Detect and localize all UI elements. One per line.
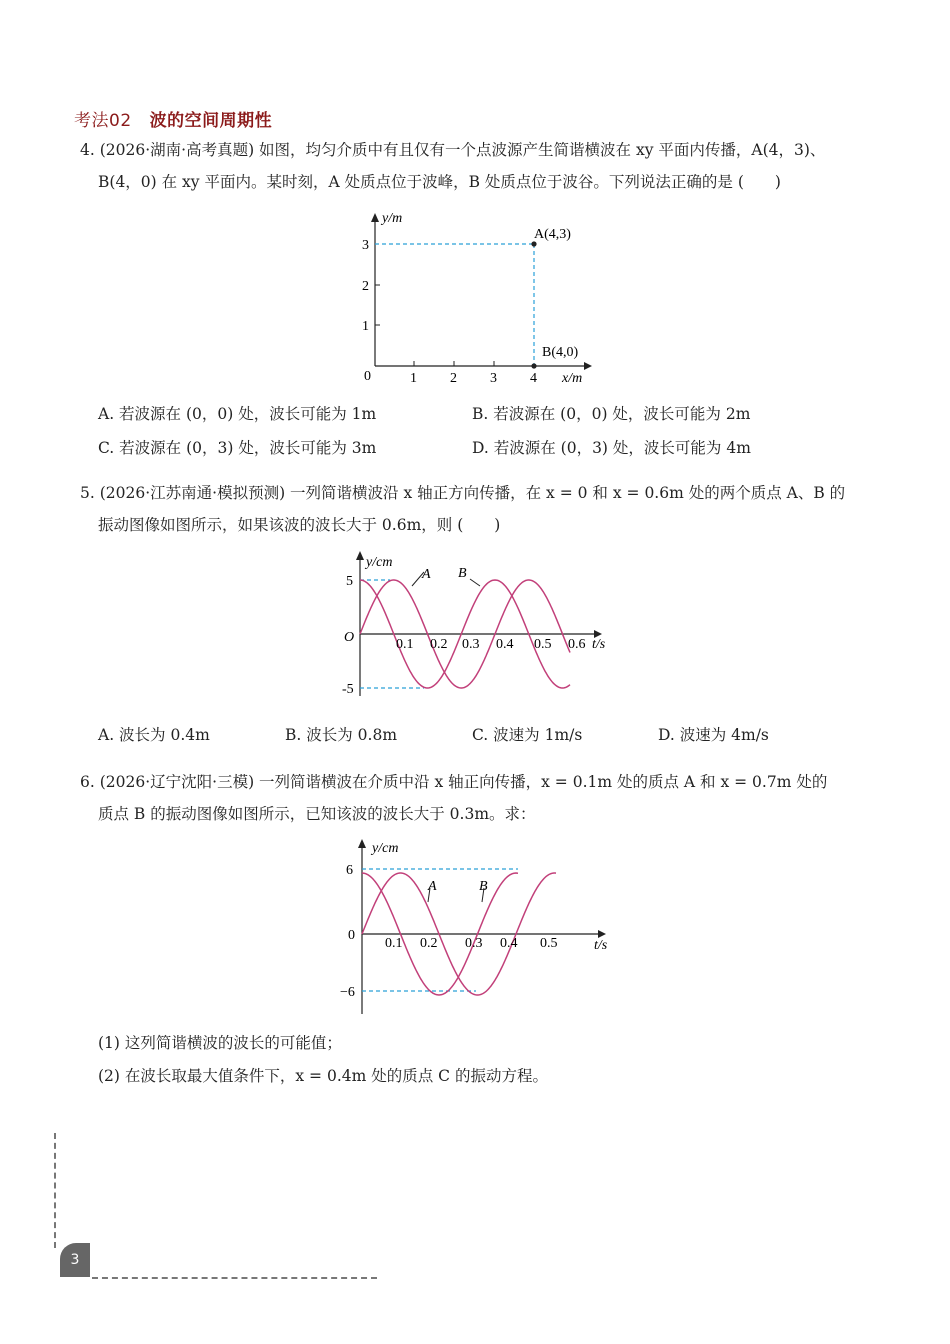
q6-x-tick: 0.1 <box>385 936 403 951</box>
q4-option-c[interactable]: C. 若波源在 (0，3) 处，波长可能为 3m <box>98 439 377 457</box>
q4-x-tick: 2 <box>450 371 457 386</box>
point-a-marker <box>531 241 536 246</box>
q4-y-tick: 2 <box>362 279 369 294</box>
q6-x-tick: 0.5 <box>540 936 558 951</box>
section-code: 考法02 <box>74 111 132 131</box>
q6-stem-line1: 6. (2026·辽宁沈阳·三模) 一列简谐横波在介质中沿 x 轴正向传播，x = 0.1m 处的质点 A 和 x = 0.7m 处的 <box>80 773 828 791</box>
q4-x-tick: 1 <box>410 371 417 386</box>
q5-x-tick: 0.6 <box>568 637 586 652</box>
q4-origin: 0 <box>364 369 371 384</box>
question-4 <box>80 134 880 198</box>
q5-option-b[interactable]: B. 波长为 0.8m <box>285 726 398 744</box>
q5-x-tick: 0.3 <box>462 637 480 652</box>
page-border-vertical <box>54 1133 56 1248</box>
page-border-horizontal <box>92 1277 377 1279</box>
q4-x-tick: 3 <box>490 371 497 386</box>
q6-x-tick: 0.3 <box>465 936 483 951</box>
q5-y-max: 5 <box>346 574 353 589</box>
q4-option-d[interactable]: D. 若波源在 (0，3) 处，波长可能为 4m <box>472 439 751 457</box>
q4-y-tick: 3 <box>362 238 369 253</box>
point-b-marker <box>531 363 536 368</box>
q4-stem-line1: 4. (2026·湖南·高考真题) 如图，均匀介质中有且仅有一个点波源产生简谐横波在 xy 平面内传播，A(4，3)、 <box>80 141 826 159</box>
q4-point-b-label: B(4,0) <box>542 345 579 360</box>
q4-point-a-label: A(4,3) <box>534 227 571 242</box>
q6-x-label: t/s <box>594 938 608 953</box>
q5-option-d[interactable]: D. 波速为 4m/s <box>658 726 769 744</box>
q6-figure <box>330 834 620 1020</box>
q6-y-label: y/cm <box>372 841 399 856</box>
q5-x-tick: 0.4 <box>496 637 514 652</box>
q5-option-c[interactable]: C. 波速为 1m/s <box>472 726 583 744</box>
q4-stem-line2: B(4，0) 在 xy 平面内。某时刻，A 处质点位于波峰，B 处质点位于波谷。下列说法正确的是 ( ) <box>98 173 781 191</box>
q5-option-a[interactable]: A. 波长为 0.4m <box>98 726 210 744</box>
question-5 <box>80 477 880 541</box>
q5-label-a: A <box>422 567 431 582</box>
q4-y-tick: 1 <box>362 319 369 334</box>
q5-x-tick: 0.1 <box>396 637 414 652</box>
section-heading: 波的空间周期性 <box>149 111 273 131</box>
q5-origin: O <box>344 630 355 645</box>
q6-x-tick: 0.2 <box>420 936 438 951</box>
q4-y-label: y/m <box>382 211 403 226</box>
section-title <box>74 106 272 131</box>
q6-x-tick: 0.4 <box>500 936 518 951</box>
q5-y-min: -5 <box>342 682 354 697</box>
q6-stem-line2: 质点 B 的振动图像如图所示，已知该波的波长大于 0.3m。求： <box>98 805 536 823</box>
q5-stem-line2: 振动图像如图所示，如果该波的波长大于 0.6m，则 ( ) <box>98 516 501 534</box>
q6-y-min: −6 <box>340 985 355 1000</box>
q4-option-b[interactable]: B. 若波源在 (0，0) 处，波长可能为 2m <box>472 405 751 423</box>
q5-x-tick: 0.2 <box>430 637 448 652</box>
q5-x-tick: 0.5 <box>534 637 552 652</box>
q6-label-b: B <box>479 879 488 894</box>
q5-stem-line1: 5. (2026·江苏南通·模拟预测) 一列简谐横波沿 x 轴正方向传播，在 x = 0 和 x = 0.6m 处的两个质点 A、B 的 <box>80 484 846 502</box>
page-number: 3 <box>60 1243 90 1277</box>
q5-figure <box>330 546 620 706</box>
q5-label-b: B <box>458 566 467 581</box>
q5-x-label: t/s <box>592 637 606 652</box>
q4-x-label: x/m <box>562 371 583 386</box>
q6-label-a: A <box>428 879 437 894</box>
q4-figure <box>350 204 610 390</box>
question-6 <box>80 766 880 830</box>
q4-option-a[interactable]: A. 若波源在 (0，0) 处，波长可能为 1m <box>98 405 377 423</box>
q6-origin: 0 <box>348 928 355 943</box>
q4-x-tick: 4 <box>530 371 537 386</box>
q5-y-label: y/cm <box>366 555 393 570</box>
q6-y-max: 6 <box>346 863 353 878</box>
q6-sub-question-1: (1) 这列简谐横波的波长的可能值； <box>98 1034 342 1052</box>
q6-sub-question-2: (2) 在波长取最大值条件下，x = 0.4m 处的质点 C 的振动方程。 <box>98 1067 548 1085</box>
